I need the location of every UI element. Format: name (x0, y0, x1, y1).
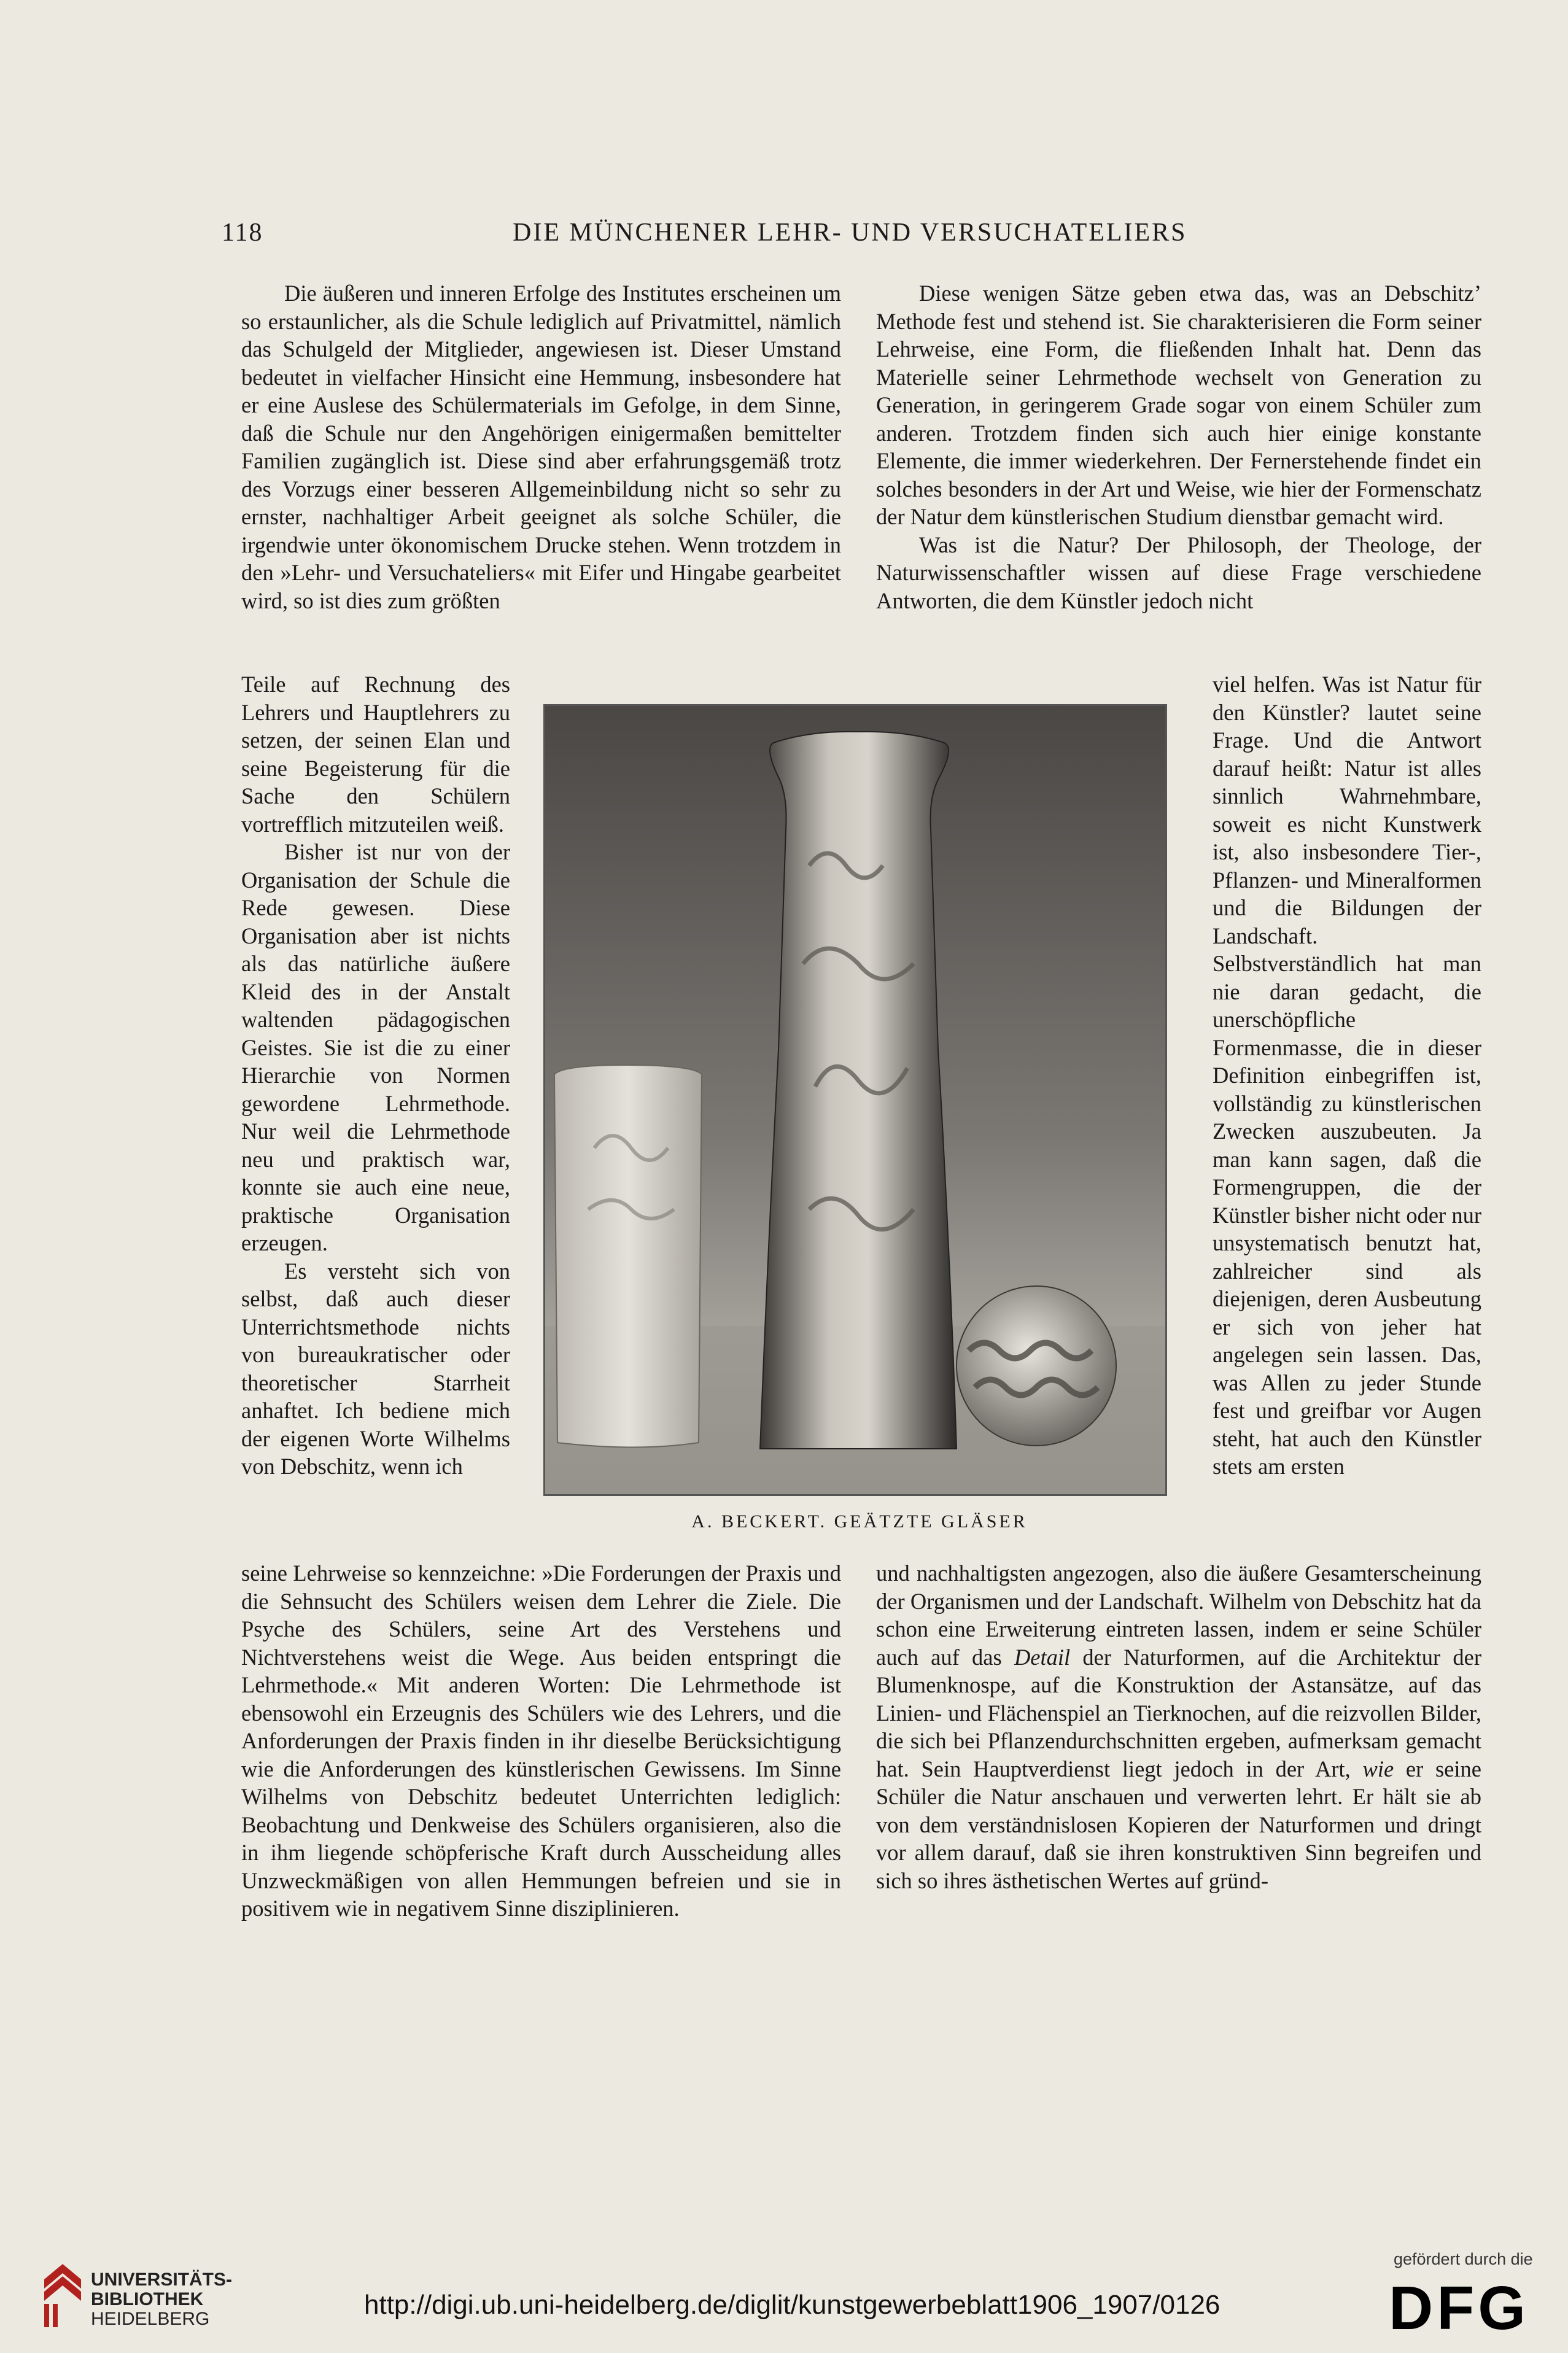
text-run: und nachhaltigsten angezogen, also die äußere Gesamterscheinung der Organismen und der Landschaft. Wilhelm von Debschitz hat da schon eine Erweiterung eintreten lassen, indem er seine Schüler auch auf das (876, 1560, 1481, 1670)
left-column-narrow (241, 670, 510, 1481)
text-run: er seine Schüler die Natur anschauen und verwerten lehrt. Er hält sie ab von dem verständnislosen Kopieren der Naturformen und dringt vor allem darauf, daß sie ihren konstruktiven Sinn begreifen und sich so ihres ästhetischen Wertes auf gründ- (876, 1756, 1481, 1893)
glass-vases-photo (545, 706, 1165, 1494)
round-bowl (957, 1286, 1116, 1446)
running-title: DIE MÜNCHENER LEHR- UND VERSUCHATELIERS (513, 219, 1187, 247)
right-column-top (876, 279, 1481, 614)
paragraph (876, 1559, 1481, 1894)
library-name (91, 2270, 232, 2329)
paragraph: Bisher ist nur von der Organisation der Schule die Rede gewesen. Diese Organisation aber ist nichts als das natürliche äußere Kleid des in der Anstalt waltenden pädagogischen Geistes. Sie ist die zu einer Hierarchie von Normen gewordene Lehrmethode. Nur weil die Lehrmethode neu und praktisch war, konnte sie auch eine neue, praktische Organisation erzeugen. (241, 839, 510, 1255)
paragraph: Die äußeren und inneren Erfolge des Institutes erscheinen um so erstaunlicher, als die Schule lediglich auf Privatmittel, nämlich das Schulgeld der Mitglieder, angewiesen ist. Dieser Umstand bedeutet in vielfacher Hinsicht eine Hemmung, insbesondere hat er eine Auslese des Schülermaterials im Gefolge, in dem Sinne, daß die Schule nur den Angehörigen einigermaßen bemittelter Familien zugänglich ist. Diese sind aber erfahrungsgemäß trotz des Vorzugs einer besseren Allgemeinbildung nicht so sehr zu ernster, nachhaltiger Arbeit geeignet als solche Schüler, die irgendwie unter ökonomischem Drucke stehen. Wenn trotzdem in den »Lehr- und Versuchateliers« mit Eifer und Hingabe gearbeitet wird, so ist dies zum größten (241, 281, 841, 613)
library-line: HEIDELBERG (91, 2309, 210, 2329)
source-url-link[interactable]: http://digi.ub.uni-heidelberg.de/diglit/kunstgewerbeblatt1906_1907/0126 (364, 2290, 1221, 2320)
paragraph: viel helfen. Was ist Natur für den Künstler? lautet seine Frage. Und die Antwort darauf heißt: Natur ist alles sinnlich Wahrnehmbare, soweit es nicht Kunstwerk ist, also insbesondere Tier-, Pflanzen- und Mineralformen und die Bildungen der Landschaft. Selbstverständlich hat man nie daran gedacht, die unerschöpfliche Formenmasse, die in dieser Definition einbegriffen ist, vollständig zu künstlerischen Zwecken auszubeuten. Ja man kann sagen, daß die Formengruppen, die der Künstler bisher nicht oder nur unsystematisch benutzt hat, zahlreicher sind als diejenigen, deren Ausbeutung er sich von jeher hat angelegen sein lassen. Das, was Allen zu jeder Stunde fest und greifbar vor Augen steht, hat auch den Künstler stets am ersten (1213, 672, 1481, 1479)
right-column-bottom (876, 1559, 1481, 1894)
paragraph: seine Lehrweise so kennzeichne: »Die Forderungen der Praxis und die Sehnsucht des Schülers weisen dem Lehrer die Ziele. Die Psyche des Schülers, seine Art des Verstehens und Nichtverstehens weist die Wege. Aus beiden entspringt die Lehrmethode.« Mit anderen Worten: Die Lehrmethode ist ebensowohl ein Erzeugnis des Schülers wie des Lehrers, und die Anforderungen der Praxis finden in ihr dieselbe Berücksichtigung wie die Anforderungen des künstlerischen Gewissens. Im Sinne Wilhelms von Debschitz bedeutet Unterrichten lediglich: Beobachtung und Denkweise des Schülers organisieren, also die in ihm liegende schöpferische Kraft durch Ausscheidung alles Unzweckmäßigen von allen Hemmungen befreien und sie in positivem wie in negativem Sinne disziplinieren. (241, 1560, 841, 1921)
left-column-top (241, 279, 841, 614)
library-line: BIBLIOTHEK (91, 2289, 204, 2309)
page-number: 118 (222, 219, 263, 247)
tumbler-glass (554, 1065, 702, 1448)
text-run: der Naturformen, auf die Architektur der Blumenknospe, auf die Konstruktion der Astansätze, auf das Linien- und Flächenspiel an Tierknochen, auf die reizvollen Bilder, die sich bei Pflanzendurchschnitten ergeben, aufmerksam gemacht hat. Sein Hauptverdienst liegt jedoch in der Art, (876, 1644, 1481, 1781)
paragraph: Was ist die Natur? Der Philosoph, der Theologe, der Naturwissenschaftler wissen auf diese Frage verschiedene Antworten, die dem Künstler jedoch nicht (876, 532, 1481, 613)
paragraph: Teile auf Rechnung des Lehrers und Hauptlehrers zu setzen, der seinen Elan und seine Begeisterung für die Sache den Schülern vortrefflich mitzuteilen weiß. (241, 672, 510, 837)
paragraph: Diese wenigen Sätze geben etwa das, was an Debschitz’ Methode fest und stehend ist. Sie charakterisieren die Form seiner Lehrweise, eine Form, die fließenden Inhalt hat. Denn das Materielle seiner Lehrmethode wechselt von Generation zu Generation, in geringerem Grade sogar von einem Schüler zum anderen. Trotzdem finden sich auch hier einige konstante Elemente, die immer wiederkehren. Der Fernerstehende findet ein solches besonders in der Art und Weise, wie hier der Formenschatz der Natur dem künstlerischen Studium dienstbar gemacht wird. (876, 281, 1481, 529)
funded-by-label: gefördert durch die (1394, 2250, 1533, 2268)
italic-term: Detail (1014, 1644, 1071, 1670)
dfg-logo: DFG (1389, 2274, 1530, 2343)
paragraph: Es versteht sich von selbst, daß auch dieser Unterrichtsmethode nichts von bureaukratischer oder theoretischer Starrheit anhaftet. Ich bediene mich der eigenen Worte Wilhelms von Debschitz, wenn ich (241, 1258, 510, 1479)
left-column-bottom (241, 1559, 841, 1923)
italic-term: wie (1362, 1756, 1394, 1781)
library-line: UNIVERSITÄTS- (91, 2270, 233, 2290)
university-library-logo-icon (38, 2261, 85, 2328)
figure-caption: A. BECKERT. GEÄTZTE GLÄSER (691, 1511, 1028, 1532)
right-column-narrow (1213, 670, 1481, 1481)
tall-vase (760, 732, 957, 1449)
figure-photograph (543, 704, 1167, 1496)
